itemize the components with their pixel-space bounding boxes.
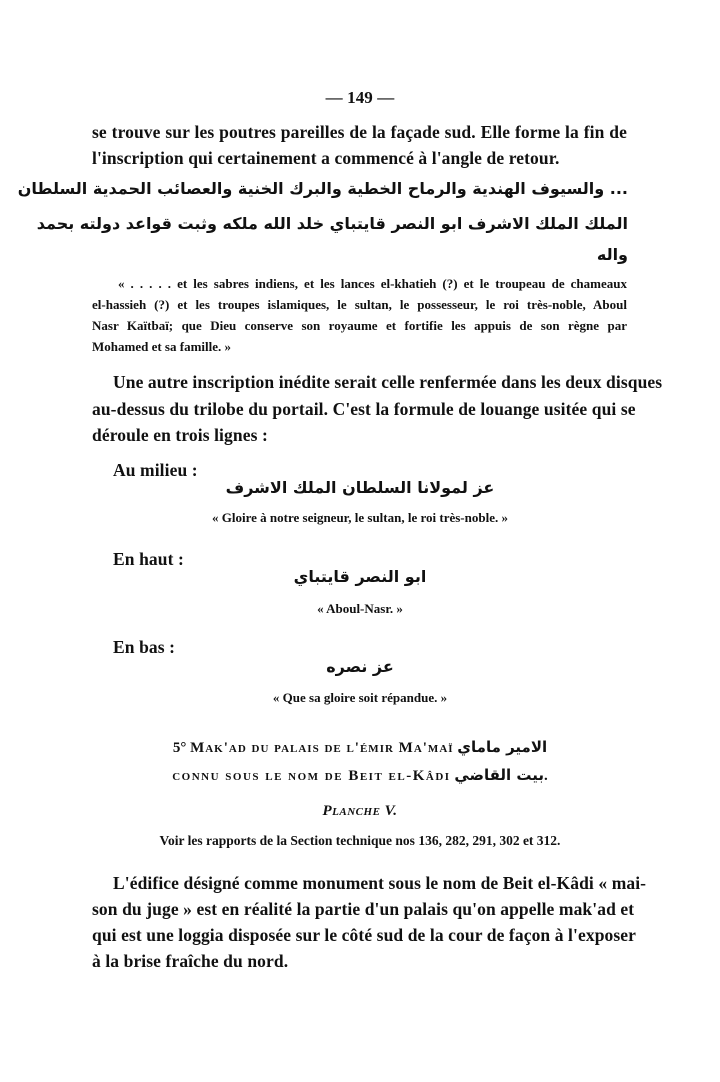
arabic-line: ... والسيوف الهندية والرماح الخطية والبرك الخنية والعصائب الحمدية السلطان — [17, 179, 628, 198]
translation-line: Nasr Kaïtbaï; que Dieu conserve son royaume et fortifie les appuis de son règne par — [92, 318, 627, 333]
arabic-name: بيت القاضي — [454, 766, 545, 784]
translation-line: « Aboul-Nasr. » — [317, 601, 403, 616]
arabic-line: الملك الملك الاشرف ابو النصر قايتباي خلد الله ملكه وثبت قواعد دولته بحمد — [36, 214, 628, 233]
text-line: à la brise fraîche du nord. — [92, 951, 289, 971]
arabic-line: عز نصره — [326, 657, 394, 676]
page-number: — 149 — — [325, 88, 395, 107]
section-subtitle: connu sous le nom de Beit el-Kâdi — [172, 768, 451, 784]
text-line: qui est une loggia disposée sur le côté sud de la cour de façon à l'exposer — [92, 925, 637, 945]
text-line: Une autre inscription inédite serait celle renfermée dans les deux disques — [113, 372, 663, 392]
text-line: L'édifice désigné comme monument sous le nom de Beit el-Kâdi « mai- — [113, 873, 647, 893]
text-line: l'inscription qui certainement a commencé à l'angle de retour. — [92, 148, 560, 168]
section-title: Mak'ad du palais de l'émir Ma'maï — [190, 740, 454, 756]
arabic-line: واله — [596, 245, 628, 264]
section-label: En bas : — [113, 637, 176, 657]
translation-line: el-hassieh (?) et les troupes islamiques, le sultan, le possesseur, le roi très-noble, Aboul — [92, 297, 627, 312]
translation-line: « Que sa gloire soit répandue. » — [272, 690, 448, 705]
section-label: Au milieu : — [113, 460, 198, 480]
heading-period: . — [544, 768, 548, 784]
text-line: au-dessus du trilobe du portail. C'est la formule de louange usitée qui se — [92, 399, 636, 419]
arabic-line: ابو النصر قايتباي — [293, 567, 427, 586]
section-label: En haut : — [113, 549, 184, 569]
translation-line: « Gloire à notre seigneur, le sultan, le roi très-noble. » — [212, 510, 508, 525]
section-number: 5° — [172, 740, 187, 756]
heading-line-2 — [0, 766, 720, 785]
translation-line: « . . . . . et les sabres indiens, et les lances el-khatieh (?) et le troupeau de chameaux — [118, 276, 627, 291]
text-line: son du juge » est en réalité la partie d'un palais qu'on appelle mak'ad et — [92, 899, 635, 919]
translation-line: Mohamed et sa famille. » — [92, 339, 232, 354]
text-line: déroule en trois lignes : — [92, 425, 268, 445]
text-line: se trouve sur les poutres pareilles de la façade sud. Elle forme la fin de — [92, 122, 627, 142]
arabic-name: الامير ماماي — [457, 738, 548, 756]
heading-line-1 — [0, 738, 720, 757]
planche-label: Planche V. — [322, 803, 398, 819]
arabic-line: عز لمولانا السلطان الملك الاشرف — [225, 478, 495, 497]
rapports-reference: Voir les rapports de la Section technique nos 136, 282, 291, 302 et 312. — [159, 833, 561, 848]
